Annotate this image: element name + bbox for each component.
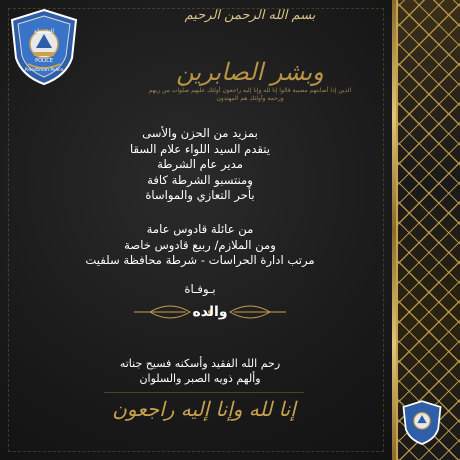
bismillah: بسم الله الرحمن الرحيم	[184, 8, 316, 23]
verse-calligraphy	[140, 60, 360, 103]
death-label: بـوفـاة	[184, 282, 216, 296]
logo-text-bottom: Palestinian Police	[24, 68, 64, 73]
police-shield-icon	[6, 6, 82, 86]
prayer-block	[30, 356, 370, 386]
condolence-line: مدير عام الشرطة	[157, 157, 243, 171]
geometric-pattern-panel	[396, 0, 460, 460]
recipient-line: مرتب ادارة الحراسات - شرطة محافظة سلفيت	[85, 253, 315, 267]
prayer-line: رحم الله الفقيد وأسكنه فسيح جناته	[119, 357, 281, 370]
prayer-line: وألهم ذويه الصبر والسلوان	[139, 372, 261, 385]
verse-title: وبشر الصابرين	[176, 58, 324, 86]
police-shield-icon	[400, 398, 444, 446]
recipients-block	[30, 222, 370, 269]
logo-text-mid: POLICE	[35, 58, 53, 64]
condolence-line: بمزيد من الحزن والأسى	[142, 126, 258, 140]
logo-text-top: الشرطة	[33, 28, 55, 35]
police-logo	[6, 6, 82, 86]
deceased-banner	[130, 298, 290, 326]
police-logo-small	[400, 398, 444, 446]
recipient-line: ومن الملازم/ ربيع قادوس خاصة	[124, 237, 276, 252]
condolence-line: ومنتسبو الشرطة كافة	[147, 172, 253, 187]
condolence-line: يتقدم السيد اللواء علام السقا	[129, 141, 271, 156]
condolence-block	[30, 126, 370, 204]
recipient-line: من عائلة قادوس عامة	[146, 222, 254, 236]
condolence-line: بأحر التعازي والمواساة	[145, 188, 255, 202]
verse-text: الذين إذا أصابتهم مصيبة قالوا إنا لله وإنا إليه راجعون أولئك عليهم صلوات من ربهم ورحمة وأولئك هم المهتدون	[148, 87, 352, 102]
istirja-calligraphy: إنا لله وإنا إليه راجعون	[104, 392, 304, 421]
deceased-name: والده	[192, 304, 228, 320]
